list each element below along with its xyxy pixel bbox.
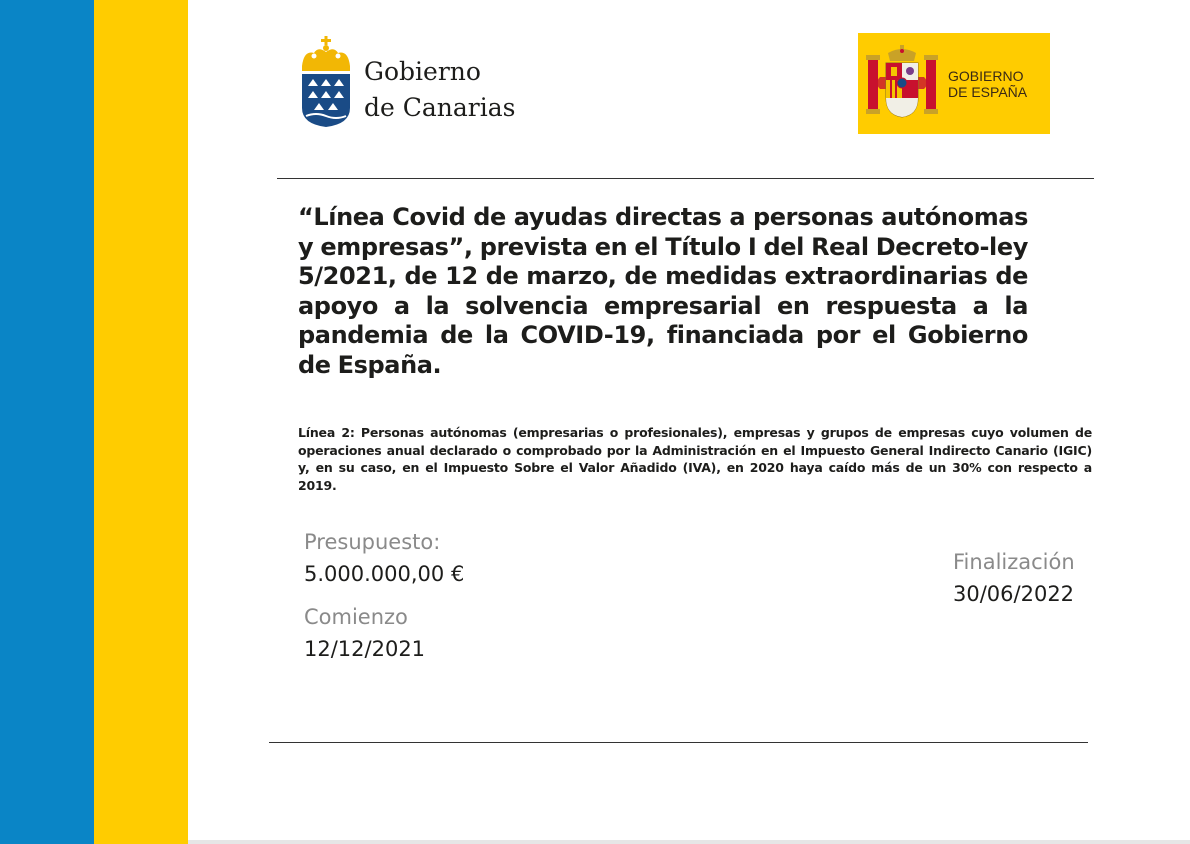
budget-value: 5.000.000,00 €: [304, 562, 465, 586]
espana-logo-line1: GOBIERNO: [948, 68, 1024, 84]
end-date-value: 30/06/2022: [953, 582, 1075, 606]
start-date-value: 12/12/2021: [304, 637, 426, 661]
top-divider: [277, 178, 1094, 179]
canarias-logo-line2: de Canarias: [364, 93, 516, 122]
start-date-label: Comienzo: [304, 605, 408, 629]
gobierno-espana-logo: [858, 33, 1050, 134]
gobierno-canarias-logo: [298, 36, 538, 132]
spain-coat-of-arms-icon: [866, 45, 938, 121]
bottom-divider: [269, 742, 1088, 743]
canarias-crown-shield-icon: [298, 36, 354, 128]
yellow-stripe: [94, 0, 188, 844]
blue-stripe: [0, 0, 94, 844]
espana-logo-line2: DE ESPAÑA: [948, 84, 1028, 100]
end-date-label: Finalización: [953, 550, 1075, 574]
page-bottom-edge: [188, 840, 1190, 844]
canarias-logo-line1: Gobierno: [364, 57, 481, 86]
document-title: “Línea Covid de ayudas directas a personas autónomas y empresas”, prevista en el Título I del Real Decreto-ley 5/2021, de 12 de marzo, de medidas extraordinarias de apoyo a la solvencia empresarial en respuesta a la pandemia de la COVID-19, financiada por el Gobierno de España.: [298, 203, 1028, 379]
line-description: Línea 2: Personas autónomas (empresarias o profesionales), empresas y grupos de empresas cuyo volumen de operaciones anual declarado o comprobado por la Administración en el Impuesto General Indirecto Canario (IGIC) y, en su caso, en el Impuesto Sobre el Valor Añadido (IVA), en 2020 haya caído más de un 30% con respecto a 2019.: [298, 425, 1092, 493]
espana-logo-text: [948, 68, 1027, 100]
canarias-logo-text: [364, 54, 515, 126]
budget-label: Presupuesto:: [304, 530, 441, 554]
